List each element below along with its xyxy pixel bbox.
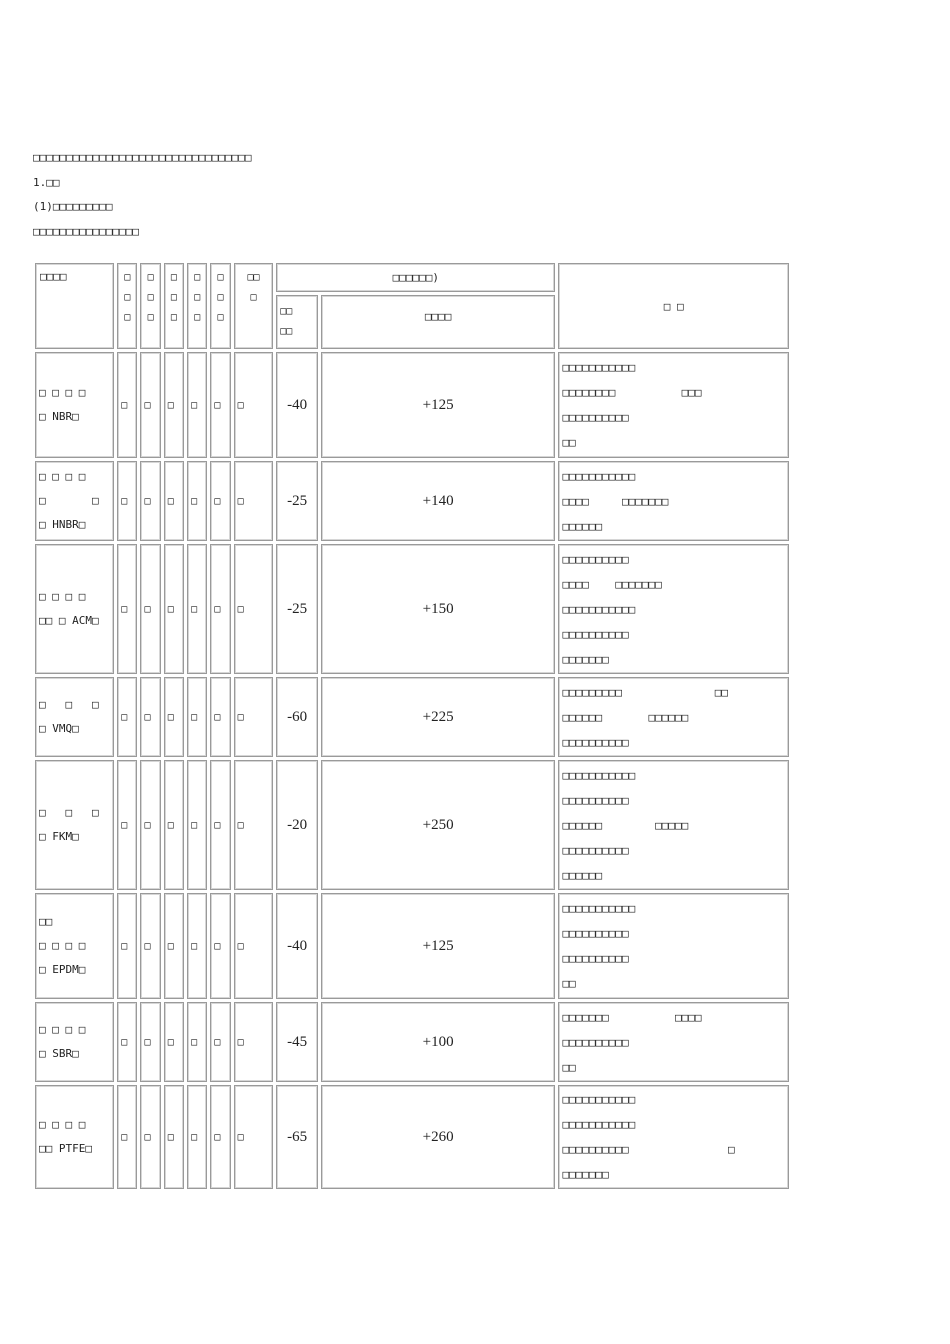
- property-mark: □: [140, 544, 160, 674]
- property-mark: □: [117, 893, 137, 999]
- property-mark: □: [234, 893, 274, 999]
- property-mark: □: [164, 544, 184, 674]
- material-name-line: □□ □ ACM□: [39, 614, 99, 627]
- property-mark: □: [210, 1002, 230, 1082]
- property-mark: □: [140, 1002, 160, 1082]
- property-mark: □: [187, 461, 207, 541]
- property-mark: □: [117, 1002, 137, 1082]
- table-row: [35, 1002, 789, 1082]
- property-mark: □: [234, 677, 274, 757]
- material-name-line: □ □: [39, 494, 99, 507]
- temp-high-value: +260: [321, 1085, 556, 1189]
- material-note: [558, 760, 789, 890]
- property-mark: □: [140, 677, 160, 757]
- note-line: □□□□□□□□□□: [562, 735, 629, 749]
- property-mark: □: [164, 760, 184, 890]
- note-line: □□□□□□□□□□: [562, 952, 629, 965]
- note-line: □□□□□□□□□ □□: [562, 685, 729, 699]
- note-line: □□□□□□ □□□□□□: [562, 710, 689, 724]
- intro-line-1: □□□□□□□□□□□□□□□□□□□□□□□□□□□□□□□□□: [33, 151, 252, 164]
- table-row: [35, 760, 789, 890]
- material-name: [35, 677, 114, 757]
- property-mark: □: [117, 1085, 137, 1189]
- note-line: □□□□□□□□□□□: [562, 361, 636, 374]
- property-mark: □: [187, 1002, 207, 1082]
- material-note: [558, 352, 789, 458]
- temp-high-value: +125: [321, 352, 556, 458]
- header-material: □□□□: [35, 263, 114, 349]
- note-line: □□□□□□□□□□□: [562, 1118, 636, 1131]
- note-line: □□□□□□□□□□□: [562, 902, 636, 915]
- note-line: □□□□□□□□□□: [562, 927, 629, 940]
- material-name: [35, 893, 114, 999]
- note-line: □□□□□□□□□□□: [562, 768, 636, 782]
- property-mark: □: [210, 677, 230, 757]
- temp-high-value: +250: [321, 760, 556, 890]
- temp-low-value: -25: [276, 544, 318, 674]
- material-name-line: □ □ □ □: [39, 386, 86, 399]
- temp-high-value: +125: [321, 893, 556, 999]
- temp-low-value: -40: [276, 893, 318, 999]
- note-line: □□□□□□□□□□□: [562, 602, 636, 616]
- property-mark: □: [187, 1085, 207, 1189]
- material-name-line: □ HNBR□: [39, 518, 86, 531]
- material-name-line: □□: [39, 915, 53, 928]
- property-mark: □: [164, 1002, 184, 1082]
- property-mark: □: [234, 544, 274, 674]
- temp-low-value: -65: [276, 1085, 318, 1189]
- note-line: □□□□□□: [562, 519, 603, 533]
- material-name: [35, 1002, 114, 1082]
- property-mark: □: [164, 461, 184, 541]
- note-line: □□□□□□□□□□□: [562, 1093, 636, 1106]
- note-line: □□: [562, 436, 576, 449]
- material-name: [35, 760, 114, 890]
- note-line: □□□□□□□□□□ □: [562, 1143, 735, 1156]
- note-line: □□□□□□: [562, 868, 603, 882]
- table-row: [35, 544, 789, 674]
- materials-table-viewport: [35, 263, 735, 1198]
- material-note: [558, 461, 789, 541]
- property-mark: □: [164, 677, 184, 757]
- property-mark: □: [210, 544, 230, 674]
- property-mark: □: [140, 352, 160, 458]
- materials-table: [32, 260, 792, 1192]
- note-line: □□□□□□□: [562, 652, 609, 666]
- header-prop-5: □ □ □: [210, 263, 230, 349]
- property-mark: □: [187, 893, 207, 999]
- note-line: □□: [562, 977, 576, 990]
- header-prop-1: □ □ □: [117, 263, 137, 349]
- property-mark: □: [234, 760, 274, 890]
- material-note: [558, 544, 789, 674]
- note-line: □□□□□□□□□□: [562, 411, 629, 424]
- note-line: □□□□□□□: [562, 1168, 609, 1181]
- temp-low-value: -20: [276, 760, 318, 890]
- property-mark: □: [117, 544, 137, 674]
- table-row: [35, 677, 789, 757]
- temp-high-value: +225: [321, 677, 556, 757]
- property-mark: □: [140, 760, 160, 890]
- property-mark: □: [234, 1002, 274, 1082]
- material-name-line: □ □ □ □: [39, 470, 86, 483]
- header-extra: □□ □: [234, 263, 274, 349]
- property-mark: □: [117, 352, 137, 458]
- property-mark: □: [164, 352, 184, 458]
- note-line: □□□□□□□□□□: [562, 1035, 629, 1049]
- temp-low-value: -60: [276, 677, 318, 757]
- temp-low-value: -45: [276, 1002, 318, 1082]
- material-name-line: □ NBR□: [39, 410, 79, 423]
- material-name: [35, 352, 114, 458]
- property-mark: □: [210, 893, 230, 999]
- note-line: □□□□□□□□□□: [562, 843, 629, 857]
- material-name-line: □ □ □: [39, 698, 99, 711]
- temp-high-value: +100: [321, 1002, 556, 1082]
- property-mark: □: [234, 1085, 274, 1189]
- note-line: □□□□□□□□□□: [562, 793, 629, 807]
- table-row: [35, 461, 789, 541]
- note-line: □□□□□□□□□□: [562, 552, 629, 566]
- property-mark: □: [234, 352, 274, 458]
- note-line: □□□□□□□□□□□: [562, 469, 636, 483]
- material-note: [558, 677, 789, 757]
- material-name-line: □ FKM□: [39, 830, 79, 843]
- material-name: [35, 544, 114, 674]
- property-mark: □: [140, 1085, 160, 1189]
- intro-line-2: 1.□□: [33, 175, 60, 189]
- table-row: [35, 893, 789, 999]
- property-mark: □: [140, 893, 160, 999]
- note-line: □□: [562, 1060, 576, 1074]
- temp-low-value: -25: [276, 461, 318, 541]
- header-prop-4: □ □ □: [187, 263, 207, 349]
- material-name-line: □ EPDM□: [39, 963, 86, 976]
- property-mark: □: [210, 461, 230, 541]
- property-mark: □: [164, 893, 184, 999]
- material-name-line: □ □ □ □: [39, 590, 86, 603]
- intro-line-4: □□□□□□□□□□□□□□□□: [33, 224, 139, 238]
- material-name: [35, 1085, 114, 1189]
- note-line: □□□□□□□□ □□□: [562, 386, 702, 399]
- property-mark: □: [117, 760, 137, 890]
- material-note: [558, 893, 789, 999]
- material-name-line: □ SBR□: [39, 1047, 79, 1060]
- material-name-line: □ □ □: [39, 806, 99, 819]
- header-temperature-range: □□□□□□): [276, 263, 555, 292]
- header-prop-3: □ □ □: [164, 263, 184, 349]
- header-temp-low: □□ □□: [276, 295, 318, 349]
- material-name-line: □□ PTFE□: [39, 1142, 92, 1155]
- header-prop-2: □ □ □: [140, 263, 160, 349]
- property-mark: □: [187, 760, 207, 890]
- note-line: □□□□ □□□□□□□: [562, 494, 669, 508]
- temp-low-value: -40: [276, 352, 318, 458]
- material-name-line: □ VMQ□: [39, 722, 79, 735]
- header-temp-high: □□□□: [321, 295, 556, 349]
- material-note: [558, 1085, 789, 1189]
- property-mark: □: [187, 544, 207, 674]
- material-name: [35, 461, 114, 541]
- material-name-line: □ □ □ □: [39, 1023, 86, 1036]
- property-mark: □: [187, 677, 207, 757]
- material-note: [558, 1002, 789, 1082]
- property-mark: □: [234, 461, 274, 541]
- property-mark: □: [140, 461, 160, 541]
- temp-high-value: +150: [321, 544, 556, 674]
- property-mark: □: [117, 461, 137, 541]
- table-row: [35, 352, 789, 458]
- temp-high-value: +140: [321, 461, 556, 541]
- property-mark: □: [210, 760, 230, 890]
- note-line: □□□□□□□ □□□□: [562, 1010, 702, 1024]
- header-note: □ □: [558, 263, 789, 349]
- material-name-line: □ □ □ □: [39, 1118, 86, 1131]
- property-mark: □: [164, 1085, 184, 1189]
- material-name-line: □ □ □ □: [39, 939, 86, 952]
- property-mark: □: [187, 352, 207, 458]
- table-row: [35, 1085, 789, 1189]
- note-line: □□□□□□□□□□: [562, 627, 629, 641]
- property-mark: □: [117, 677, 137, 757]
- intro-line-3: (1)□□□□□□□□□: [33, 200, 113, 213]
- note-line: □□□□□□ □□□□□: [562, 818, 689, 832]
- note-line: □□□□ □□□□□□□: [562, 577, 662, 591]
- property-mark: □: [210, 352, 230, 458]
- intro-text: [33, 146, 252, 244]
- property-mark: □: [210, 1085, 230, 1189]
